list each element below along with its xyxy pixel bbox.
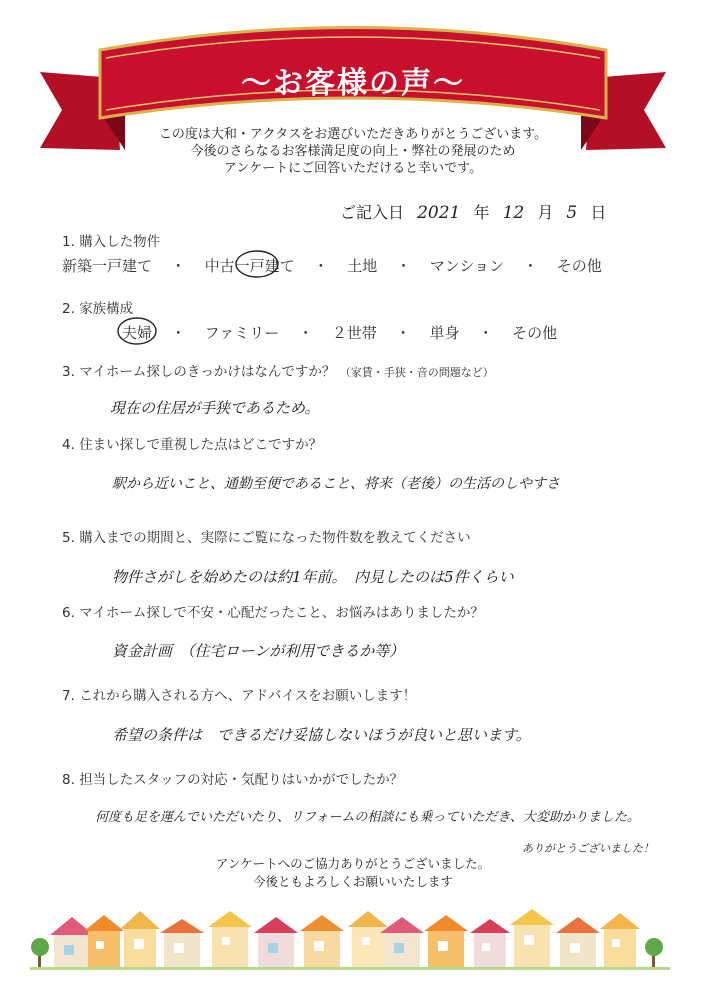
house-icon	[556, 917, 600, 967]
house-icon	[300, 915, 344, 967]
date-month: 12	[502, 203, 525, 223]
question-number: 6.	[62, 605, 75, 621]
house-icon	[120, 911, 160, 967]
option-separator: ・	[395, 324, 411, 342]
question-4	[62, 433, 322, 453]
house-icon	[510, 909, 554, 967]
question-text: 購入した物件	[79, 234, 161, 250]
answer-5: 物件さがしを始めたのは約1年前。 内見したのは5件くらい	[112, 568, 514, 586]
option-separator: ・	[395, 257, 411, 275]
house-icon	[348, 911, 388, 967]
question-number: 1.	[62, 234, 75, 250]
footer-line: アンケートへのご協力ありがとうございました。	[215, 856, 491, 871]
question-7	[62, 684, 416, 704]
tree-icon	[645, 938, 663, 967]
option-mansion: マンション	[429, 257, 505, 275]
question-1	[62, 230, 160, 250]
footer-line: 今後ともよろしくお願いいたします	[252, 874, 453, 889]
question-2	[62, 297, 133, 317]
question-text: 家族構成	[79, 301, 134, 317]
house-icon	[254, 917, 298, 967]
house-icon	[160, 919, 204, 967]
question-text: 担当したスタッフの対応・気配りはいかがでしたか？	[79, 772, 404, 788]
question-2-options	[122, 322, 557, 343]
house-icon	[424, 915, 468, 967]
question-text: これから購入される方へ、アドバイスをお願いします！	[79, 688, 417, 704]
option-two-generation: ２世帯	[331, 324, 377, 342]
option-single: 単身	[429, 324, 460, 342]
answer-8-extra: ありがとうございました！	[522, 842, 654, 855]
question-6	[62, 601, 484, 621]
intro-text	[0, 126, 706, 177]
question-3	[62, 360, 494, 380]
option-separator: ・	[298, 324, 314, 342]
option-new-house: 新築一戸建て	[62, 257, 153, 275]
answer-8: 何度も足を運んでいただいたり、リフォームの相談にも乗っていただき、大変助かりました。	[95, 810, 640, 825]
selection-circle	[233, 248, 281, 280]
option-used-house-selected: 中古一戸建て	[205, 255, 295, 276]
question-number: 2.	[62, 301, 75, 317]
house-icon	[84, 915, 124, 967]
option-separator: ・	[522, 257, 538, 275]
tree-icon	[31, 938, 49, 967]
house-icon	[600, 913, 640, 967]
house-icon	[380, 917, 424, 967]
date-row	[340, 200, 606, 223]
date-month-unit: 月	[537, 203, 554, 222]
option-separator: ・	[170, 257, 186, 275]
selection-circle	[116, 315, 158, 347]
question-number: 5.	[62, 530, 75, 546]
question-text: マイホーム探しのきっかけはなんですか？	[79, 364, 336, 380]
option-couple-selected: 夫婦	[122, 322, 152, 343]
question-1-options	[62, 255, 602, 276]
date-year: 2021	[417, 203, 461, 223]
date-year-unit: 年	[473, 203, 490, 222]
question-text: 購入までの期間と、実際にご覧になった物件数を教えてください	[79, 530, 471, 546]
option-other: その他	[556, 257, 602, 275]
option-family: ファミリー	[204, 324, 280, 342]
date-label: ご記入日	[340, 203, 405, 222]
question-number: 3.	[62, 364, 75, 380]
question-text: マイホーム探しで不安・心配だったこと、お悩みはありましたか？	[79, 605, 484, 621]
question-5	[62, 526, 471, 546]
answer-4: 駅から近いこと、通勤至便であること、将来（老後）の生活のしやすさ	[112, 476, 560, 492]
house-icon	[50, 917, 94, 967]
house-icon	[470, 919, 510, 967]
intro-line: この度は大和・アクタスをお選びいただきありがとうございます。	[158, 127, 548, 142]
intro-line: アンケートにご回答いただけると幸いです。	[223, 161, 483, 176]
question-note: （家賃・手狭・音の問題など）	[339, 366, 494, 379]
answer-3: 現在の住居が手狭であるため。	[110, 399, 320, 417]
date-day-unit: 日	[590, 203, 607, 222]
answer-6: 資金計画 （住宅ローンが利用できるか等）	[112, 642, 405, 660]
answer-7: 希望の条件は できるだけ妥協しないほうが良いと思います。	[112, 726, 531, 744]
option-other: その他	[512, 324, 558, 342]
question-number: 8.	[62, 772, 75, 788]
date-day: 5	[566, 203, 578, 223]
question-8	[62, 768, 403, 788]
question-number: 7.	[62, 688, 75, 704]
houses-illustration	[0, 905, 706, 975]
option-land: 土地	[347, 257, 378, 275]
page-title: 〜お客様の声〜	[241, 66, 465, 101]
house-icon	[208, 911, 252, 967]
footer-text	[0, 855, 706, 891]
intro-line: 今後のさらなるお客様満足度の向上・弊社の発展のため	[190, 144, 516, 159]
question-number: 4.	[62, 437, 75, 453]
option-separator: ・	[313, 257, 329, 275]
option-separator: ・	[478, 324, 494, 342]
question-text: 住まい探しで重視した点はどこですか？	[79, 437, 323, 453]
option-separator: ・	[170, 324, 186, 342]
